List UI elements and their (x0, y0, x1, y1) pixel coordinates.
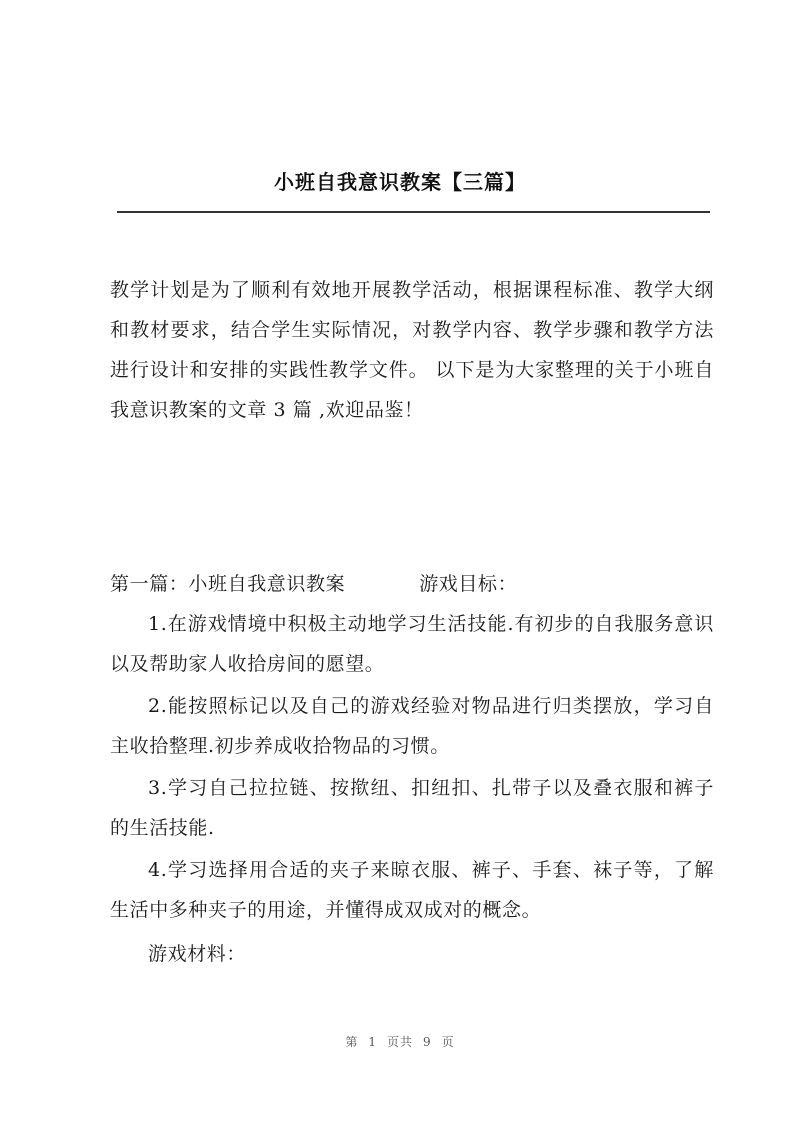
goal-item-3: 3.学习自己拉拉链、按揿纽、扣纽扣、扎带子以及叠衣服和裤子的生活技能. (110, 777, 714, 839)
goal-item-4: 4.学习选择用合适的夹子来晾衣服、裤子、手套、袜子等，了解生活中多种夹子的用途，并懂得成双成对的概念。 (110, 859, 714, 921)
footer-prefix: 第 (345, 1035, 359, 1049)
section-title: 第一篇：小班自我意识教案 (110, 573, 346, 595)
intro-paragraph: 教学计划是为了顺利有效地开展教学活动，根据课程标准、教学大纲和教材要求，结合学生实际情况，对教学内容、教学步骤和教学方法进行设计和安排的实践性教学文件。 以下是为大家整理的关于小班自我意识教案的文章 3 篇 ,欢迎品鉴！ (110, 279, 714, 421)
materials-heading: 游戏材料： (148, 943, 247, 965)
goal-item-1: 1.在游戏情境中积极主动地学习生活技能.有初步的自我服务意识以及帮助家人收拾房间的愿望。 (110, 613, 714, 675)
footer-page-number: 1 (368, 1035, 377, 1049)
page-footer (0, 1033, 800, 1050)
document-title: 小班自我意识教案【三篇】 (274, 170, 526, 194)
section-heading (110, 564, 714, 604)
footer-page-total: 9 (423, 1035, 432, 1049)
footer-suffix: 页 (441, 1035, 455, 1049)
section-subtitle: 游戏目标： (419, 573, 518, 595)
goal-item-2: 2.能按照标记以及自己的游戏经验对物品进行归类摆放，学习自主收拾整理.初步养成收拾物品的习惯。 (110, 695, 714, 757)
title-divider (117, 211, 710, 213)
footer-mid: 页共 (386, 1035, 413, 1049)
